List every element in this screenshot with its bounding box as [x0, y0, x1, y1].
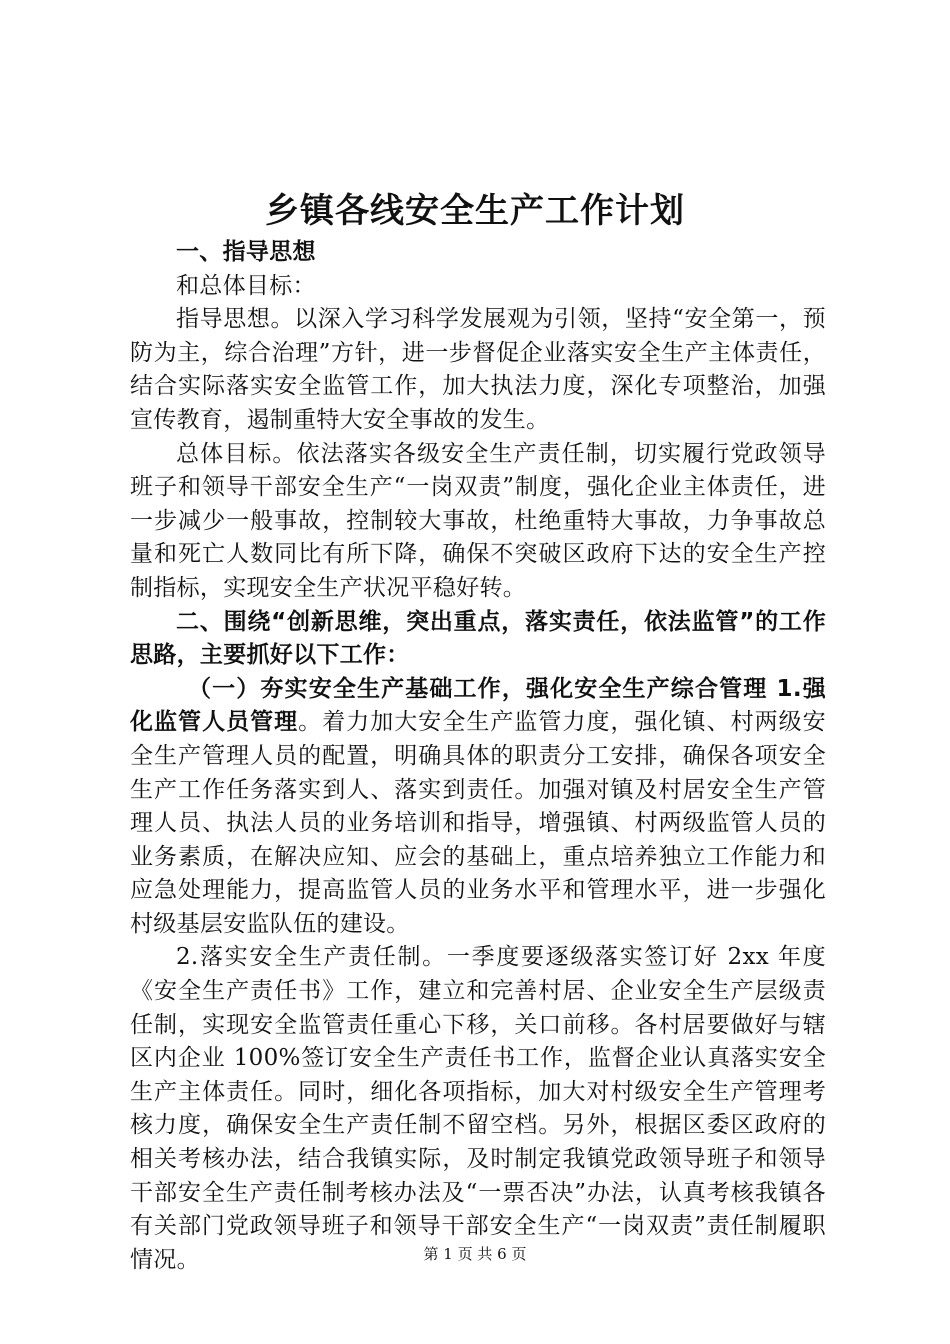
section-subheading-overall-goal: 和总体目标： [176, 272, 316, 299]
subsection-body-1: 。着力加大安全生产监管力度，强化镇、村两级安全生产管理人员的配置，明确具体的职责分工安排，确保各项安全生产工作任务落实到人、落实到责任。加强对镇及村居安全生产管理人员、执法人员的业务培训和指导，增强镇、村两级监管人员的业务素质，在解决应知、应会的基础上，重点培养独立工作能力和应急处理能力，提高监管人员的业务水平和管理水平，进一步强化村级基层安监队伍的建设。 [130, 709, 826, 937]
section-heading-guiding-ideology: 一、指导思想 [176, 239, 316, 265]
subsection-heading-1: （一）夯实安全生产基础工作，强化安全生产综合管理 1.强化监管人员管理 [130, 675, 826, 736]
paragraph-overall-goal: 总体目标。依法落实各级安全生产责任制，切实履行党政领导班子和领导干部安全生产“一岗双责”制度，强化企业主体责任，进一步减少一般事故，控制较大事故，杜绝重特大事故，力争事故总量和死亡人数同比有所下降，确保不突破区政府下达的安全生产控制指标，实现安全生产状况平稳好转。 [130, 440, 826, 601]
document-body [130, 236, 826, 1277]
paragraph-subsection-1 [130, 673, 826, 942]
page-number-footer: 第 1 页 共 6 页 [423, 1245, 527, 1263]
paragraph-guiding-ideology: 指导思想。以深入学习科学发展观为引领，坚持“安全第一，预防为主，综合治理”方针，进一步督促企业落实安全生产主体责任，结合实际落实安全监管工作，加大执法力度，深化专项整治，加强宣传教育，遏制重特大安全事故的发生。 [130, 306, 826, 433]
section-heading-main-work: 二、围绕“创新思维，突出重点，落实责任，依法监管”的工作思路，主要抓好以下工作： [130, 608, 826, 669]
paragraph-item-2: 2.落实安全生产责任制。一季度要逐级落实签订好 2xx 年度《安全生产责任书》工作，建立和完善村居、企业安全生产层级责任制，实现安全监管责任重心下移，关口前移。各村居要做好与辖区内企业 100%签订安全生产责任书工作，监督企业认真落实安全生产主体责任。同时，细化各项指标，加大对村级安全生产管理考核力度，确保安全生产责任制不留空档。另外，根据区委区政府的相关考核办法，结合我镇实际，及时制定我镇党政领导班子和领导干部安全生产责任制考核办法及“一票否决”办法，认真考核我镇各有关部门党政领导班子和领导干部安全生产“一岗双责”责任制履职情况。 [130, 944, 826, 1273]
document-title: 乡镇各线安全生产工作计划 [265, 191, 685, 231]
